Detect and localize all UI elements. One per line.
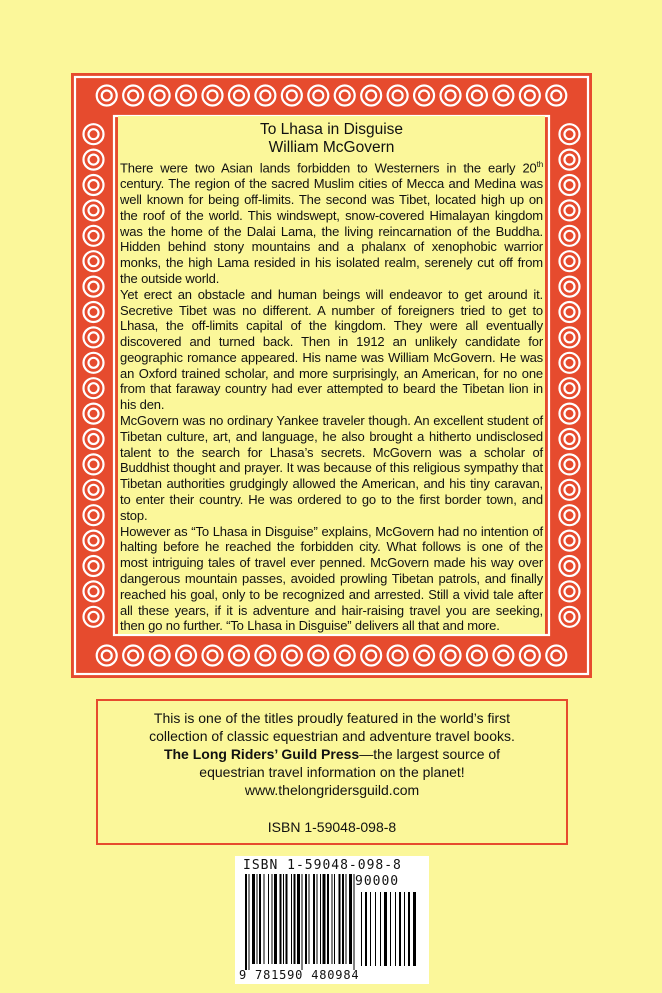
book-description [120, 157, 543, 634]
barcode-addon-digits: 90000 [355, 874, 400, 889]
barcode [235, 856, 429, 984]
book-title: To Lhasa in Disguise [259, 121, 404, 138]
isbn-text: ISBN 1-59048-098-8 [267, 819, 397, 835]
publisher-name: The Long Riders’ Guild Press [163, 746, 360, 762]
description-paragraph-1: There were two Asian lands forbidden to Westerners in the early 20th century. The region of the sacred Muslim cities of Mecca and Medina was well known for being off-limits. The second was Tibet, located high up on the roof of the world. This windswept, snow-covered Himalayan kingdom was the home of the Dalai Lama, the living reincarnation of the Buddha. Hidden behind stony mountains and a phalanx of xenophobic warrior monks, the high Lama resided in his isolated realm, serenely cut off from the outside world. [120, 160, 543, 286]
description-paragraph-3: McGovern was no ordinary Yankee traveler though. An excellent student of Tibetan culture, art, and language, he also brought a hitherto undisclosed talent to the search for Lhasa’s secrets. McGovern was a scholar of Buddhist thought and prayer. It was because of this religious sympathy that Tibetan authorities grudgingly allowed the American, and his tiny caravan, to enter their country. He was ordered to go to the first border town, and stop. [120, 413, 543, 523]
publisher-url[interactable]: www.thelongridersguild.com [244, 782, 420, 798]
notice-line-4: equestrian travel information on the planet! [199, 764, 465, 780]
notice-line-1: This is one of the titles proudly featured in the world’s first [153, 710, 511, 726]
description-paragraph-2: Yet erect an obstacle and human beings will endeavor to get around it. Secretive Tibet was no different. A number of foreigners tried to get to Lhasa, the off-limits capital of the kingdom. They were all eventually discovered and turned back. Then in 1912 an unlikely candidate for geographic romance appeared. His name was William McGovern. He was an Oxford trained scholar, and more surprisingly, an American, for no one from that faraway country had ever attempted to beard the Tibetan lion in his den. [120, 286, 543, 413]
barcode-bars [235, 856, 429, 984]
book-author: William McGovern [268, 139, 395, 156]
notice-line-3: The Long Riders’ Guild Press—the largest source of [163, 746, 501, 762]
publisher-notice-box [96, 699, 568, 845]
description-paragraph-4: However as “To Lhasa in Disguise” explains, McGovern had no intention of halting before he reached the forbidden city. What follows is one of the most intriguing tales of travel ever penned. McGovern made his way over dangerous mountain passes, avoided prowling Tibetan patrols, and finally reached his goal, only to be recognized and arrested. Still a vivid tale after all these years, if it is adventure and hair-raising travel you are seeking, then go no further. “To Lhasa in Disguise” delivers all that and more. [120, 523, 543, 634]
barcode-isbn-label: ISBN 1-59048-098-8 [243, 858, 402, 873]
notice-line-2: collection of classic equestrian and adventure travel books. [149, 728, 515, 744]
barcode-ean-digits: 9 781590 480984 [239, 968, 360, 982]
